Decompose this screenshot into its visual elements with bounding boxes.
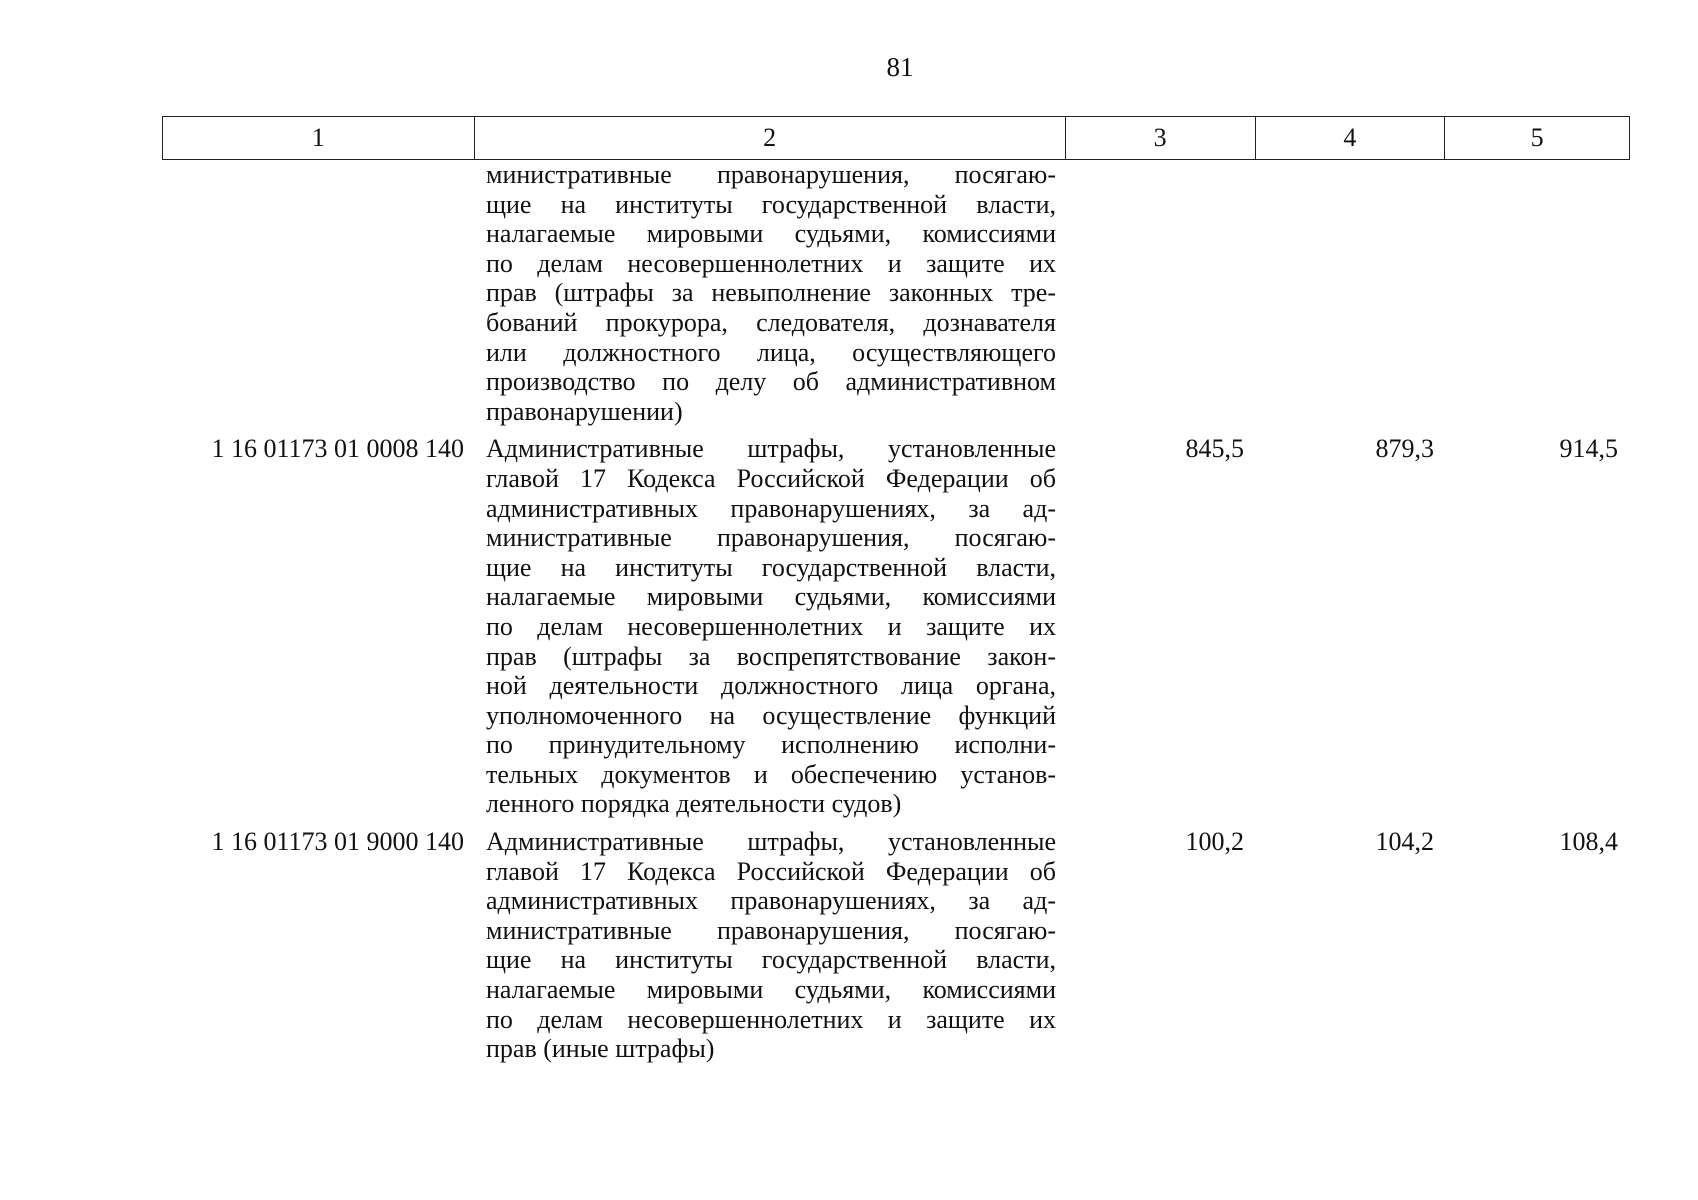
header-cell-1: 1 — [163, 117, 475, 159]
page-number: 81 — [886, 52, 914, 82]
description-line: главой 17 Кодекса Российской Федерации об — [486, 856, 1056, 886]
header-cell-4: 4 — [1256, 117, 1446, 159]
row-code: 1 16 01173 01 0008 140 — [211, 434, 464, 464]
description-line: прав (штрафы за невыполнение законных тре- — [486, 278, 1056, 308]
description-line: уполномоченного на осуществление функций — [486, 700, 1056, 730]
description-line: по делам несовершеннолетних и защите их — [486, 611, 1056, 641]
description-line: щие на институты государственной власти, — [486, 189, 1056, 219]
description-line: щие на институты государственной власти, — [486, 552, 1056, 582]
header-cell-3: 3 — [1066, 117, 1256, 159]
description-line: министративные правонарушения, посягаю- — [486, 160, 1056, 189]
description-line: министративные правонарушения, посягаю- — [486, 915, 1056, 945]
description-line: Административные штрафы, установленные — [486, 434, 1056, 464]
row-value-col-5: 108,4 — [1559, 827, 1618, 857]
description-line: бований прокурора, следователя, дознавателя — [486, 307, 1056, 337]
table-body — [162, 160, 1630, 1064]
row-value-col-4: 879,3 — [1375, 434, 1434, 464]
description-line: правонарушении) — [486, 396, 683, 426]
description-line: Административные штрафы, установленные — [486, 827, 1056, 857]
description-line: главой 17 Кодекса Российской Федерации об — [486, 463, 1056, 493]
description-line: по принудительному исполнению исполни- — [486, 730, 1056, 760]
table-row — [162, 434, 1630, 819]
table-row — [162, 160, 1630, 426]
description-line: прав (иные штрафы) — [486, 1034, 715, 1064]
description-line: министративные правонарушения, посягаю- — [486, 523, 1056, 553]
header-cell-2: 2 — [475, 117, 1066, 159]
description-line: производство по делу об административном — [486, 367, 1056, 397]
description-line: налагаемые мировыми судьями, комиссиями — [486, 219, 1056, 249]
row-value-col-4: 104,2 — [1375, 827, 1434, 857]
budget-table — [162, 116, 1630, 1064]
row-code: 1 16 01173 01 9000 140 — [211, 827, 464, 857]
table-row — [162, 827, 1630, 1064]
row-description — [474, 827, 1066, 1064]
header-cell-5: 5 — [1530, 123, 1544, 152]
description-line: ной деятельности должностного лица органа, — [486, 671, 1056, 701]
description-line: по делам несовершеннолетних и защите их — [486, 1004, 1056, 1034]
row-description — [474, 160, 1066, 426]
row-value-col-5: 914,5 — [1559, 434, 1618, 464]
row-description — [474, 434, 1066, 819]
description-line: административных правонарушениях, за ад- — [486, 493, 1056, 523]
table-header-row — [162, 116, 1630, 160]
description-line: по делам несовершеннолетних и защите их — [486, 248, 1056, 278]
description-line: тельных документов и обеспечению установ- — [486, 759, 1056, 789]
description-line: или должностного лица, осуществляющего — [486, 337, 1056, 367]
row-value-col-3: 100,2 — [1185, 827, 1244, 857]
description-line: щие на институты государственной власти, — [486, 945, 1056, 975]
description-line: налагаемые мировыми судьями, комиссиями — [486, 975, 1056, 1005]
description-line: ленного порядка деятельности судов) — [486, 789, 902, 819]
description-line: административных правонарушениях, за ад- — [486, 886, 1056, 916]
row-value-col-3: 845,5 — [1185, 434, 1244, 464]
description-line: налагаемые мировыми судьями, комиссиями — [486, 582, 1056, 612]
description-line: прав (штрафы за воспрепятствование закон- — [486, 641, 1056, 671]
